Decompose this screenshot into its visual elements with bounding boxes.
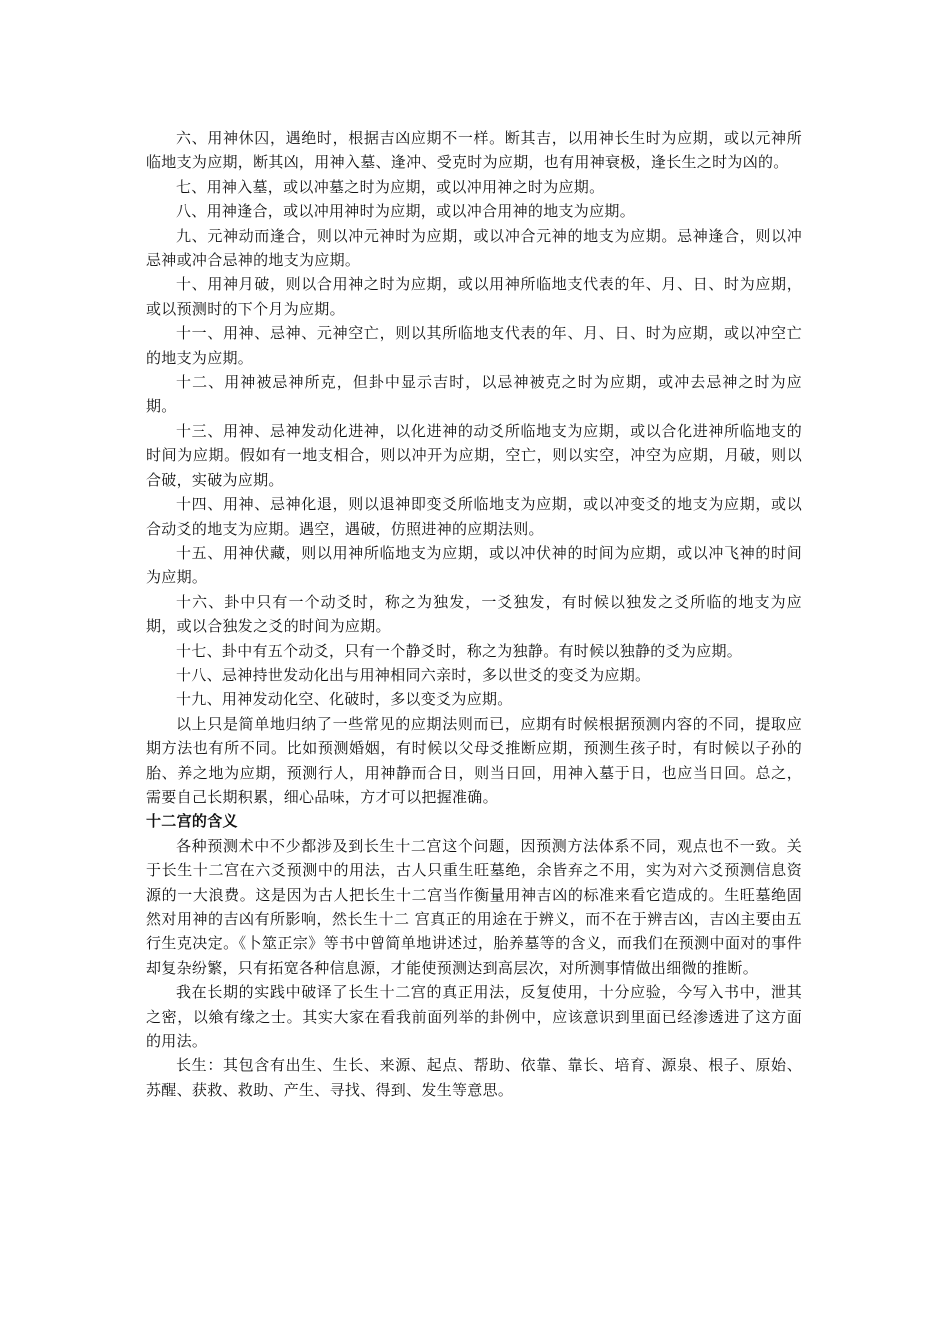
paragraph-changsheng: 长生：其包含有出生、生长、来源、起点、帮助、依靠、靠长、培育、源泉、根子、原始、苏醒、获救、救助、产生、寻找、得到、发生等意思。 [146,1056,802,1099]
paragraph-rule-15: 十五、用神伏藏，则以用神所临地支为应期，或以冲伏神的时间为应期，或以冲飞神的时间为应期。 [146,543,802,587]
paragraph-rule-17: 十七、卦中有五个动爻，只有一个静爻时，称之为独静。有时候以独静的爻为应期。 [176,641,743,660]
section-heading: 十二宫的含义 [146,812,238,831]
paragraph-rule-6: 六、用神休囚，遇绝时，根据吉凶应期不一样。断其吉，以用神长生时为应期，或以元神所临地支为应期，断其凶，用神入墓、逢冲、受克时为应期，也有用神衰极，逢长生之时为凶的。 [146,129,802,172]
paragraph-rule-8: 八、用神逢合，或以冲用神时为应期，或以冲合用神的地支为应期。 [176,202,636,221]
paragraph-rule-13: 十三、用神、忌神发动化进神，以化进神的动爻所临地支为应期，或以合化进神所临地支的时间为应期。假如有一地支相合，则以冲开为应期，空亡，则以实空，冲空为应期，月破，则以合破，实破为应期。 [146,421,802,489]
paragraph-rule-7: 七、用神入墓，或以冲墓之时为应期，或以冲用神之时为应期。 [176,177,605,196]
paragraph-author-note: 我在长期的实践中破译了长生十二宫的真正用法，反复使用，十分应验，今写入书中，泄其之密，以飨有缘之士。其实大家在看我前面列举的卦例中，应该意识到里面已经渗透进了这方面的用法。 [146,983,802,1051]
paragraph-rule-9: 九、元神动而逢合，则以冲元神时为应期，或以冲合元神的地支为应期。忌神逢合，则以冲忌神或冲合忌神的地支为应期。 [146,226,802,270]
text-body [146,126,802,1102]
paragraph-rule-12: 十二、用神被忌神所克，但卦中显示吉时，以忌神被克之时为应期，或冲去忌神之时为应期。 [146,373,802,416]
paragraph-rule-19: 十九、用神发动化空、化破时，多以变爻为应期。 [176,690,513,709]
paragraph-rule-11: 十一、用神、忌神、元神空亡，则以其所临地支代表的年、月、日、时为应期，或以冲空亡的地支为应期。 [146,324,802,367]
paragraph-rule-18: 十八、忌神持世发动化出与用神相同六亲时，多以世爻的变爻为应期。 [176,665,651,684]
paragraph-summary: 以上只是简单地归纳了一些常见的应期法则而已，应期有时候根据预测内容的不同，提取应期方法也有所不同。比如预测婚姻，有时候以父母爻推断应期，预测生孩子时，有时候以子孙的胎、养之地为应期，预测行人，用神静而合日，则当日回，用神入墓于日，也应当日回。总之，需要自己长期积累，细心品味，方才可以把握准确。 [146,714,802,806]
paragraph-rule-14: 十四、用神、忌神化退，则以退神即变爻所临地支为应期，或以冲变爻的地支为应期，或以合动爻的地支为应期。遇空，遇破，仿照进神的应期法则。 [146,495,802,538]
paragraph-rule-10: 十、用神月破，则以合用神之时为应期，或以用神所临地支代表的年、月、日、时为应期，或以预测时的下个月为应期。 [146,275,802,318]
paragraph-intro: 各种预测术中不少都涉及到长生十二宫这个问题，因预测方法体系不同，观点也不一致。关于长生十二宫在六爻预测中的用法，古人只重生旺墓绝，余皆弃之不用，实为对六爻预测信息资源的一大浪费。这是因为古人把长生十二宫当作衡量用神吉凶的标准来看它造成的。生旺墓绝固然对用神的吉凶有所影响，然长生十二 宫真正的用途在于辨义，而不在于辨吉凶，吉凶主要由五行生克决定。《卜筮正宗》等书中曾简单地讲述过，胎养墓等的含义，而我们在预测中面对的事件却复杂纷繁，只有拓宽各种信息源，才能使预测达到高层次，对所测事情做出细微的推断。 [146,836,802,977]
paragraph-rule-16: 十六、卦中只有一个动爻时，称之为独发，一爻独发，有时候以独发之爻所临的地支为应期，或以合独发之爻的时间为应期。 [146,592,802,636]
